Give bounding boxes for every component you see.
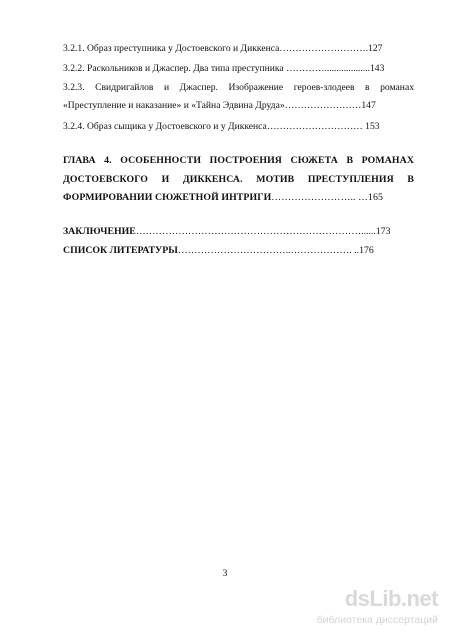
page-ref: 173 xyxy=(375,226,391,237)
leader-dots: ……………………………………………………………...... xyxy=(135,226,376,237)
toc-entry-3-2-3[interactable] xyxy=(63,79,414,115)
leader-dots: …………………….. xyxy=(271,192,359,203)
watermark-subtitle: библиотека диссертаций xyxy=(316,614,438,626)
toc-chapter-4[interactable] xyxy=(63,152,414,208)
toc-entry-line: 3.2.1. Образ преступника у Достоевского и Диккенса……………………….127 xyxy=(63,43,383,54)
conclusion-label: ЗАКЛЮЧЕНИЕ xyxy=(63,226,136,237)
toc-entry-line: 3.2.4. Образ сыщика у Достоевского и у Диккенса………………………… 153 xyxy=(63,121,380,132)
toc-entry-line: 3.2.3. Свидригайлов и Джаспер. Изображение героев-злодеев в романах xyxy=(63,82,414,93)
site-watermark xyxy=(290,586,440,632)
chapter-title-line-1: ГЛАВА 4. ОСОБЕННОСТИ ПОСТРОЕНИЯ СЮЖЕТА В РОМАНАХ xyxy=(63,155,414,166)
toc-entry-line: «Преступление и наказание» и «Тайна Эдвина Друда»……………………147 xyxy=(63,100,376,111)
toc-endmatter xyxy=(63,223,414,260)
page-ref: …165 xyxy=(358,192,384,203)
toc-entry-3-2-4[interactable] xyxy=(63,118,414,136)
bibliography-label: СПИСОК ЛИТЕРАТУРЫ xyxy=(63,244,178,256)
watermark-logo: dsLib.net xyxy=(344,586,438,611)
toc-entry-line: 3.2.2. Раскольников и Джаспер. Два типа преступника …………...................143 xyxy=(63,63,385,74)
toc-conclusion[interactable] xyxy=(63,223,414,242)
page-number: 3 xyxy=(222,568,228,579)
chapter-title-line-3 xyxy=(63,189,414,208)
toc-entry-3-2-1[interactable] xyxy=(63,40,414,58)
toc-entry-3-2-2[interactable] xyxy=(63,60,414,78)
leader-dots: ……………………………..………………. .. xyxy=(177,244,360,256)
page-ref: 176 xyxy=(359,244,374,256)
chapter-title-line-2: ДОСТОЕВСКОГО И ДИККЕНСА. МОТИВ ПРЕСТУПЛЕНИЯ В xyxy=(63,173,414,185)
chapter-title-text: ФОРМИРОВАНИИ СЮЖЕТНОЙ ИНТРИГИ xyxy=(63,192,272,203)
toc-bibliography[interactable] xyxy=(63,242,414,261)
